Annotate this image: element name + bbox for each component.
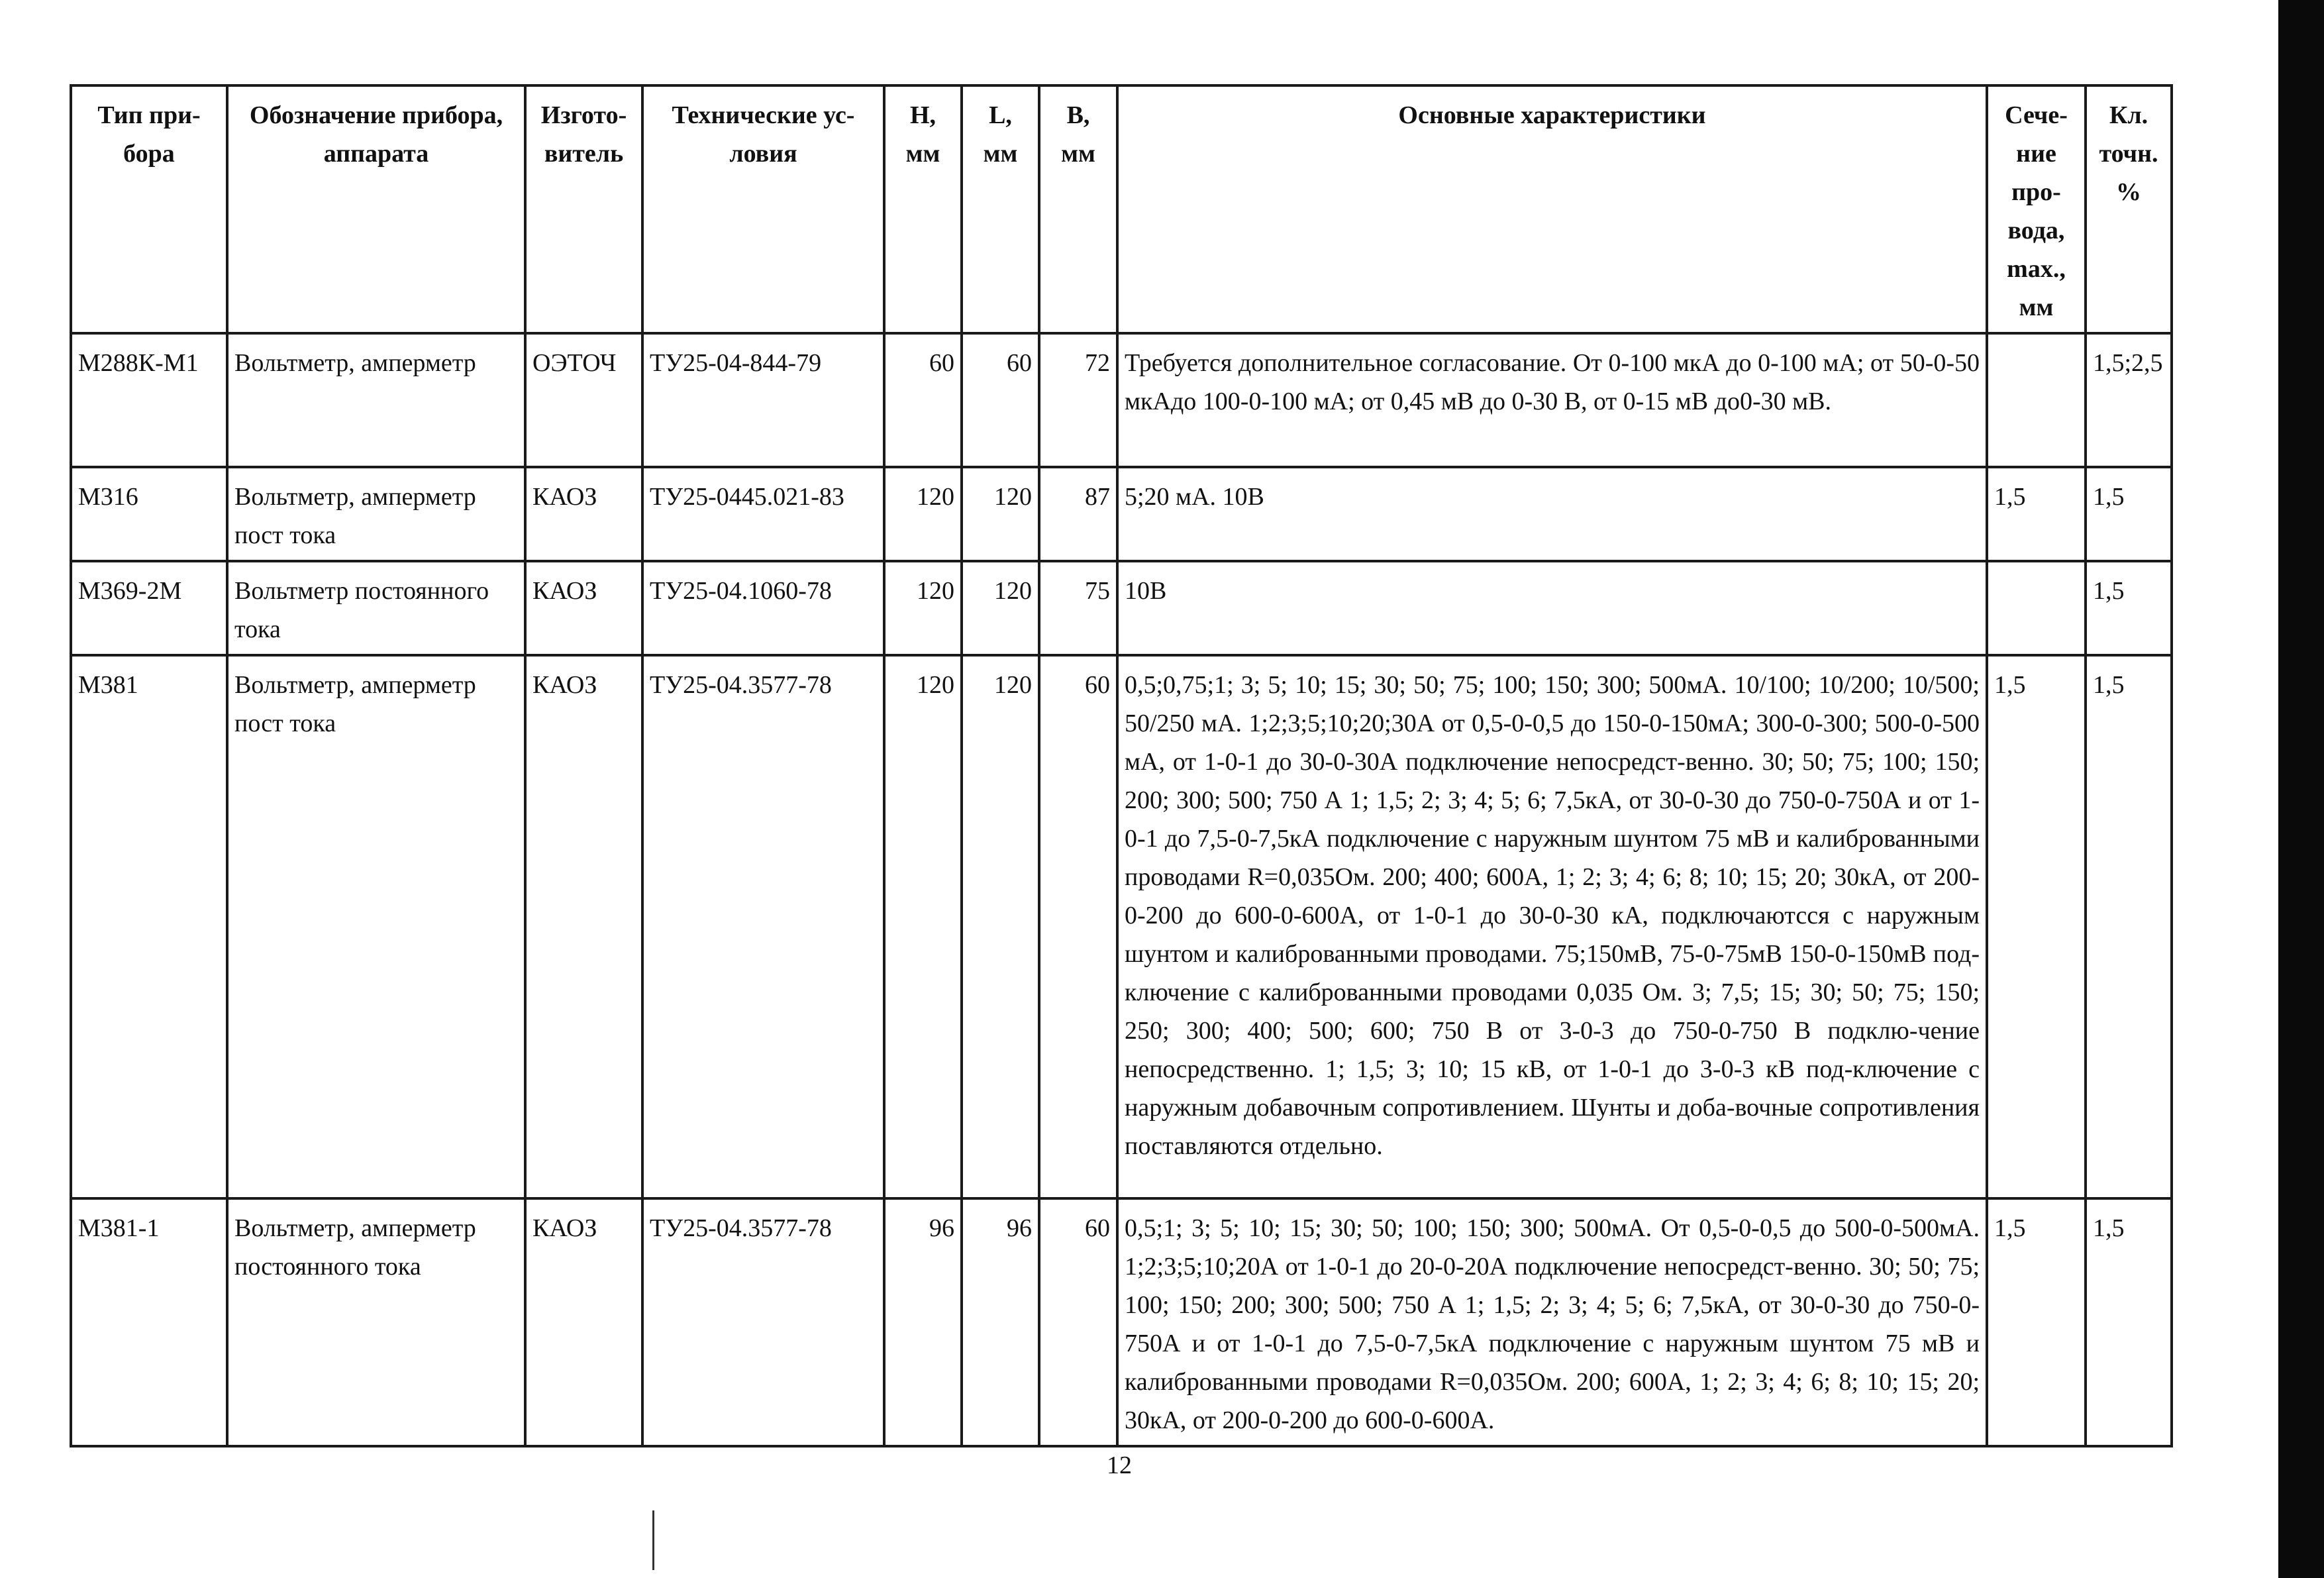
header-h: Н, мм (884, 85, 962, 333)
cell-section (1987, 333, 2086, 467)
cell-accuracy: 1,5 (2086, 655, 2172, 1198)
cell-maker: КАОЗ (525, 561, 642, 655)
cell-characteristics: 10В (1117, 561, 1987, 655)
cell-characteristics: Требуется дополнительное согласование. От 0-100 мкА до 0-100 мА; от 50-0-50 мкАдо 100-0-100 мА; от 0,45 мВ до 0-30 В, от 0-15 мВ до0-30 мВ. (1117, 333, 1987, 467)
cell-section (1987, 561, 2086, 655)
cell-b: 72 (1039, 333, 1117, 467)
table-row (71, 1198, 2172, 1446)
cell-section: 1,5 (1987, 1198, 2086, 1446)
specification-table (70, 84, 2173, 1447)
cell-l: 120 (962, 655, 1039, 1198)
cell-accuracy: 1,5 (2086, 467, 2172, 561)
header-maker: Изгото-витель (525, 85, 642, 333)
cell-l: 120 (962, 467, 1039, 561)
cell-tech: ТУ25-04.1060-78 (642, 561, 884, 655)
header-accuracy: Кл. точн. % (2086, 85, 2172, 333)
cell-type: М381-1 (71, 1198, 227, 1446)
cell-designation: Вольтметр, амперметр постоянного тока (227, 1198, 525, 1446)
cell-designation: Вольтметр постоянного тока (227, 561, 525, 655)
cell-b: 60 (1039, 655, 1117, 1198)
header-characteristics: Основные характеристики (1117, 85, 1987, 333)
cell-maker: КАОЗ (525, 655, 642, 1198)
table-row (71, 467, 2172, 561)
cell-l: 96 (962, 1198, 1039, 1446)
scan-mark (652, 1510, 654, 1570)
cell-tech: ТУ25-04-844-79 (642, 333, 884, 467)
scan-edge (2278, 0, 2324, 1578)
cell-h: 120 (884, 561, 962, 655)
header-type: Тип при-бора (71, 85, 227, 333)
cell-type: М316 (71, 467, 227, 561)
table-row (71, 333, 2172, 467)
cell-h: 96 (884, 1198, 962, 1446)
cell-b: 75 (1039, 561, 1117, 655)
cell-designation: Вольтметр, амперметр пост тока (227, 655, 525, 1198)
cell-characteristics: 5;20 мА. 10В (1117, 467, 1987, 561)
cell-h: 120 (884, 467, 962, 561)
cell-characteristics: 0,5;1; 3; 5; 10; 15; 30; 50; 100; 150; 300; 500мА. От 0,5-0-0,5 до 500-0-500мА. 1;2;3;5;10;20А от 1-0-1 до 20-0-20А подключение непосредст-венно. 30; 50; 75; 100; 150; 200; 300; 500; 750 А 1; 1,5; 2; 3; 4; 5; 6; 7,5кА, от 30-0-30 до 750-0-750А и от 1-0-1 до 7,5-0-7,5кА подключение с наружным шунтом 75 мВ и калиброванными проводами R=0,035Ом. 200; 600А, 1; 2; 3; 4; 6; 8; 10; 15; 20; 30кА, от 200-0-200 до 600-0-600А. (1117, 1198, 1987, 1446)
page-number: 12 (1107, 1451, 1132, 1479)
header-section: Сече-ние про-вода, max., мм (1987, 85, 2086, 333)
cell-type: М381 (71, 655, 227, 1198)
cell-b: 87 (1039, 467, 1117, 561)
table-row (71, 655, 2172, 1198)
header-l: L, мм (962, 85, 1039, 333)
cell-accuracy: 1,5 (2086, 1198, 2172, 1446)
cell-accuracy: 1,5;2,5 (2086, 333, 2172, 467)
cell-l: 120 (962, 561, 1039, 655)
cell-tech: ТУ25-04.3577-78 (642, 1198, 884, 1446)
cell-tech: ТУ25-04.3577-78 (642, 655, 884, 1198)
cell-type: М369-2М (71, 561, 227, 655)
cell-characteristics: 0,5;0,75;1; 3; 5; 10; 15; 30; 50; 75; 100; 150; 300; 500мА. 10/100; 10/200; 10/500; 50/250 мА. 1;2;3;5;10;20;30А от 0,5-0-0,5 до 150-0-150мА; 300-0-300; 500-0-500 мА, от 1-0-1 до 30-0-30А подключение непосредст-венно. 30; 50; 75; 100; 150; 200; 300; 500; 750 А 1; 1,5; 2; 3; 4; 5; 6; 7,5кА, от 30-0-30 до 750-0-750А и от 1-0-1 до 7,5-0-7,5кА подключение с наружным шунтом 75 мВ и калиброванными проводами R=0,035Ом. 200; 400; 600А, 1; 2; 3; 4; 6; 8; 10; 15; 20; 30кА, от 200-0-200 до 600-0-600А, от 1-0-1 до 30-0-30 кА, подключаютсся с наружным шунтом и калиброванными проводами. 75;150мВ, 75-0-75мВ 150-0-150мВ под-ключение с калиброванными проводами 0,035 Ом. 3; 7,5; 15; 30; 50; 75; 150; 250; 300; 400; 500; 600; 750 В от 3-0-3 до 750-0-750 В подклю-чение непосредственно. 1; 1,5; 3; 10; 15 кВ, от 1-0-1 до 3-0-3 кВ под-ключение с наружным добавочным сопротивлением. Шунты и доба-вочные сопротивления поставляются отдельно. (1117, 655, 1987, 1198)
cell-maker: КАОЗ (525, 1198, 642, 1446)
cell-designation: Вольтметр, амперметр (227, 333, 525, 467)
cell-l: 60 (962, 333, 1039, 467)
cell-designation: Вольтметр, амперметр пост тока (227, 467, 525, 561)
header-designation: Обозначение прибора, аппарата (227, 85, 525, 333)
cell-type: М288К-М1 (71, 333, 227, 467)
header-row (71, 85, 2172, 333)
table-row (71, 561, 2172, 655)
cell-h: 60 (884, 333, 962, 467)
header-tech-conditions: Технические ус-ловия (642, 85, 884, 333)
cell-b: 60 (1039, 1198, 1117, 1446)
cell-tech: ТУ25-0445.021-83 (642, 467, 884, 561)
cell-accuracy: 1,5 (2086, 561, 2172, 655)
cell-section: 1,5 (1987, 467, 2086, 561)
cell-h: 120 (884, 655, 962, 1198)
cell-maker: ОЭТОЧ (525, 333, 642, 467)
cell-maker: КАОЗ (525, 467, 642, 561)
cell-section: 1,5 (1987, 655, 2086, 1198)
header-b: В, мм (1039, 85, 1117, 333)
